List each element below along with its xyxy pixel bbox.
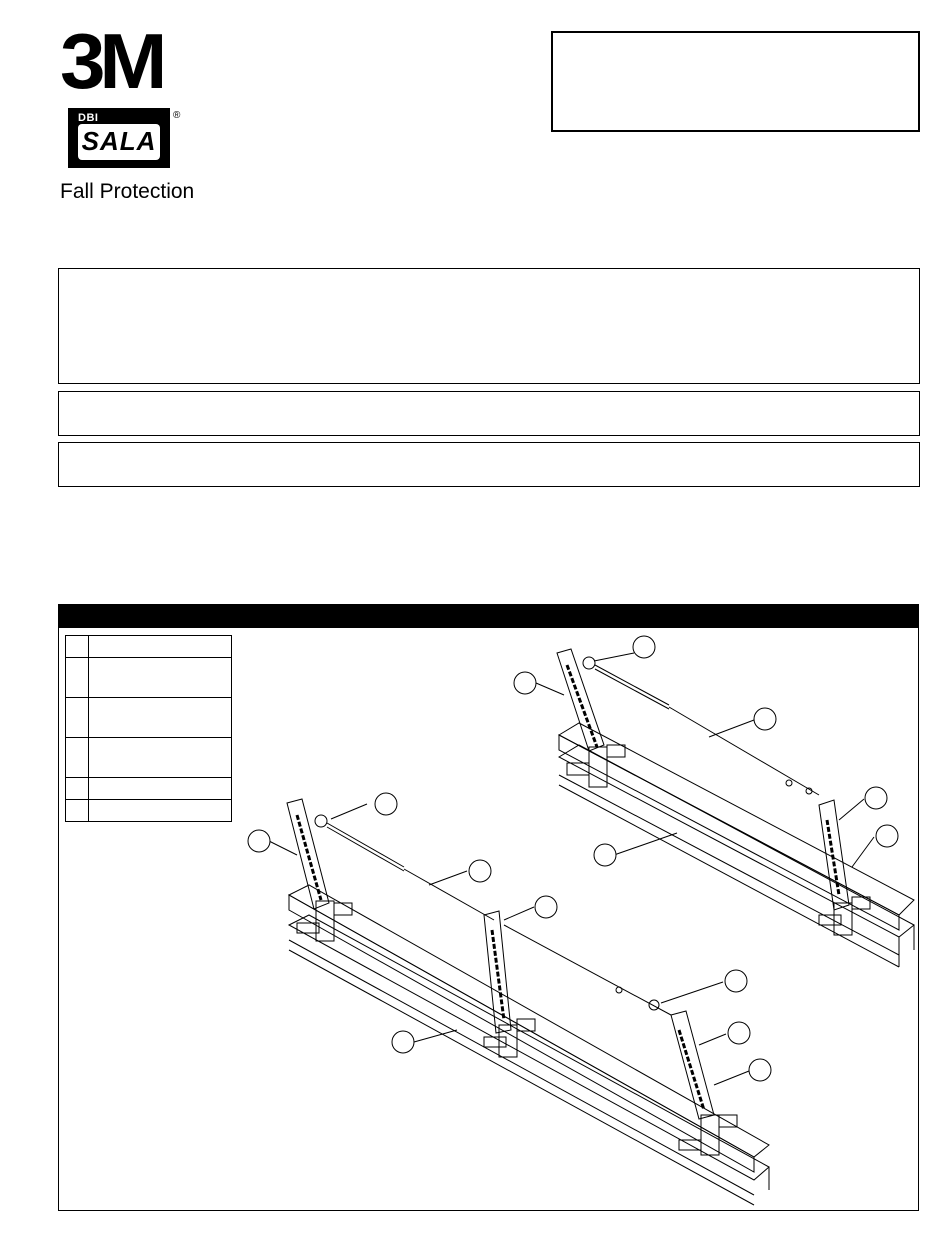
sala-logo-text: SALA [81,126,157,156]
lower-left-post [287,799,352,941]
callout-circle [514,672,536,694]
callout-circle [728,1022,750,1044]
callout-circle [535,896,557,918]
instruction-box [58,268,920,384]
callout-circle [725,970,747,992]
callout-circle [865,787,887,809]
callout-circle [749,1059,771,1081]
lower-beam [289,885,769,1205]
upper-cable [583,657,819,795]
registered-mark: ® [173,110,181,121]
callout-circle [876,825,898,847]
dbi-logo-text: DBI [78,112,99,124]
upper-beam [559,723,914,967]
callout-circle [594,844,616,866]
brand-tagline: Fall Protection [60,180,195,203]
sala-logo-panel [78,124,160,160]
guardrail-system-drawing [59,605,918,1210]
callout-circle [754,708,776,730]
dbi-sala-logo [68,108,170,168]
callout-circle [392,1031,414,1053]
lower-cable [315,815,671,1015]
lower-callout-leaders [269,804,749,1085]
warning-box [58,391,920,436]
callout-circle [633,636,655,658]
upper-left-post [557,649,625,787]
upper-right-post [819,800,870,935]
callout-circle [469,860,491,882]
callout-circle [248,830,270,852]
figure-panel [58,604,919,1211]
3m-logo: 3M [60,17,162,105]
lower-right-post [671,1011,737,1155]
callout-circle [375,793,397,815]
notice-box [58,442,920,487]
document-number-box [551,31,920,132]
